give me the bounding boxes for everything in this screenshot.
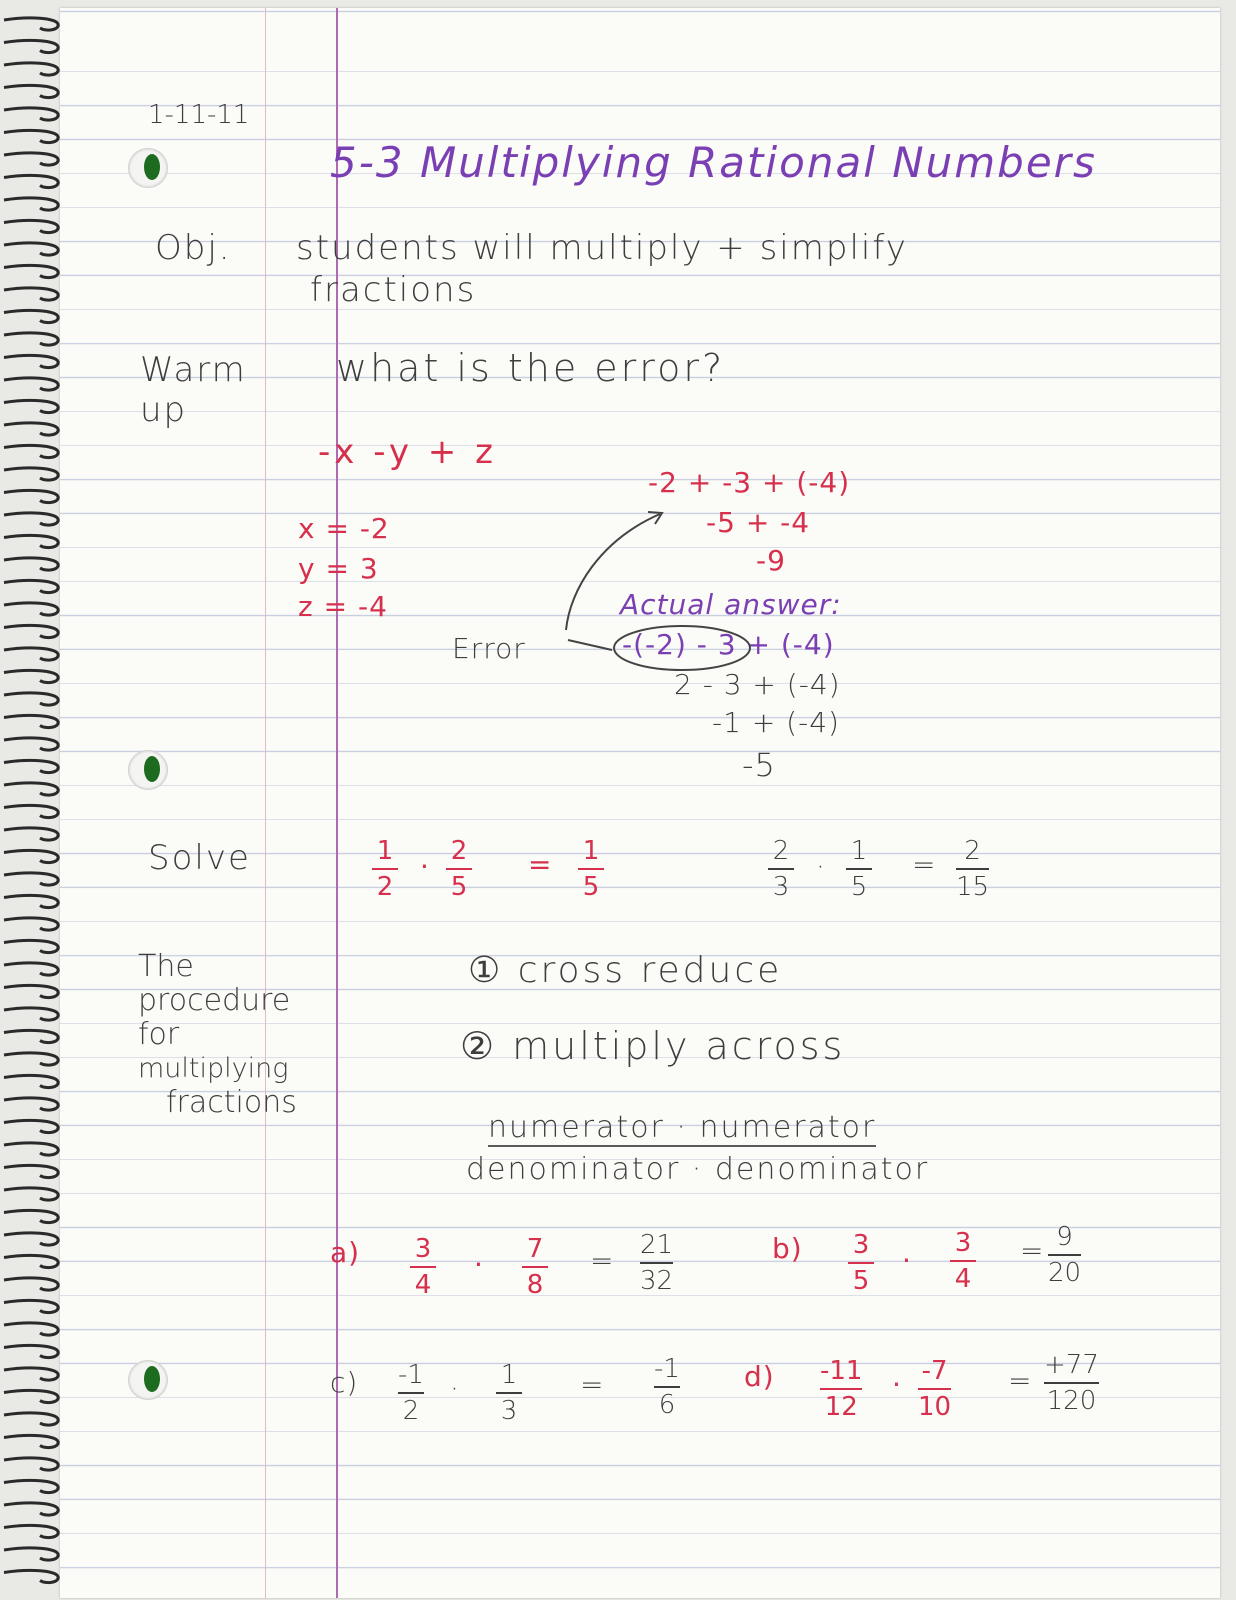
problem-a-fraction-2: 7 8	[522, 1234, 548, 1300]
margin-label-procedure: The procedure for multiplying fractions	[138, 949, 297, 1120]
rule-denominator: denominator · denominator	[466, 1152, 930, 1187]
margin-label-solve: Solve	[148, 838, 251, 878]
solve-ex2-equals: =	[912, 848, 936, 881]
problem-c-fraction-1: -1 2	[398, 1360, 424, 1426]
problem-d-dot: ·	[892, 1368, 901, 1401]
solve-ex1-fraction-b: 2 5	[446, 836, 472, 902]
solve-ex1-dot: ·	[420, 850, 429, 883]
problem-b-equals: =	[1020, 1234, 1044, 1267]
error-label: Error	[452, 632, 526, 665]
procedure-step-1: ① cross reduce	[468, 950, 783, 991]
objective-line-1: students will multiply + simplify	[296, 228, 908, 268]
page-title: 5-3 Multiplying Rational Numbers	[330, 138, 1097, 187]
problem-d-result: +77 120	[1044, 1350, 1099, 1416]
given-y: y = 3	[298, 552, 379, 585]
warm-up-question: what is the error?	[336, 346, 726, 390]
objective-line-2: fractions	[310, 270, 477, 310]
problem-a-dot: ·	[474, 1248, 483, 1281]
problem-c-equals: =	[580, 1368, 604, 1401]
problem-a-label: a)	[330, 1236, 361, 1269]
problem-a-equals: =	[590, 1244, 614, 1277]
problem-b-fraction-1: 3 5	[848, 1230, 874, 1296]
problem-b-fraction-2: 3 4	[950, 1228, 976, 1294]
margin-label-warm-up: Warm up	[140, 350, 247, 430]
solve-ex2-result: 2 15	[956, 836, 990, 902]
problem-a-result: 21 32	[640, 1230, 674, 1296]
procedure-step-2: ② multiply across	[460, 1024, 846, 1068]
problem-b-dot: ·	[902, 1244, 911, 1277]
problem-d-equals: =	[1008, 1364, 1032, 1397]
wrong-work-3: -9	[756, 544, 786, 577]
actual-work-3: -1 + (-4)	[712, 706, 840, 739]
wrong-work-1: -2 + -3 + (-4)	[648, 466, 851, 499]
rule-numerator: numerator · numerator	[488, 1110, 877, 1145]
solve-ex1-result: 1 5	[578, 836, 604, 902]
actual-work-4: -5	[742, 746, 776, 784]
solve-ex1-equals: =	[528, 848, 552, 881]
problem-c-dot: ·	[450, 1372, 459, 1405]
solve-ex2-fraction-b: 1 5	[846, 836, 872, 902]
actual-answer-label: Actual answer:	[620, 588, 842, 621]
margin-label-obj: Obj.	[155, 228, 232, 268]
problem-a-fraction-1: 3 4	[410, 1234, 436, 1300]
solve-ex2-dot: ·	[816, 850, 825, 883]
actual-work-1: -(-2) - 3 + (-4)	[622, 628, 835, 661]
problem-d-fraction-1: -11 12	[820, 1356, 863, 1422]
problem-c-label: c)	[330, 1366, 359, 1399]
actual-work-2: 2 - 3 + (-4)	[674, 668, 841, 701]
given-x: x = -2	[298, 512, 390, 545]
given-z: z = -4	[298, 590, 388, 623]
date: 1-11-11	[148, 100, 250, 130]
wrong-work-2: -5 + -4	[706, 506, 811, 539]
warm-up-expression: -x -y + z	[318, 432, 497, 472]
problem-d-fraction-2: -7 10	[918, 1356, 952, 1422]
solve-ex1-fraction-a: 1 2	[372, 836, 398, 902]
problem-b-label: b)	[772, 1232, 803, 1265]
problem-c-fraction-2: 1 3	[496, 1360, 522, 1426]
problem-d-label: d)	[744, 1360, 775, 1393]
problem-b-result: 9 20	[1048, 1222, 1082, 1288]
solve-ex2-fraction-a: 2 3	[768, 836, 794, 902]
problem-c-result: -1 6	[654, 1354, 680, 1420]
